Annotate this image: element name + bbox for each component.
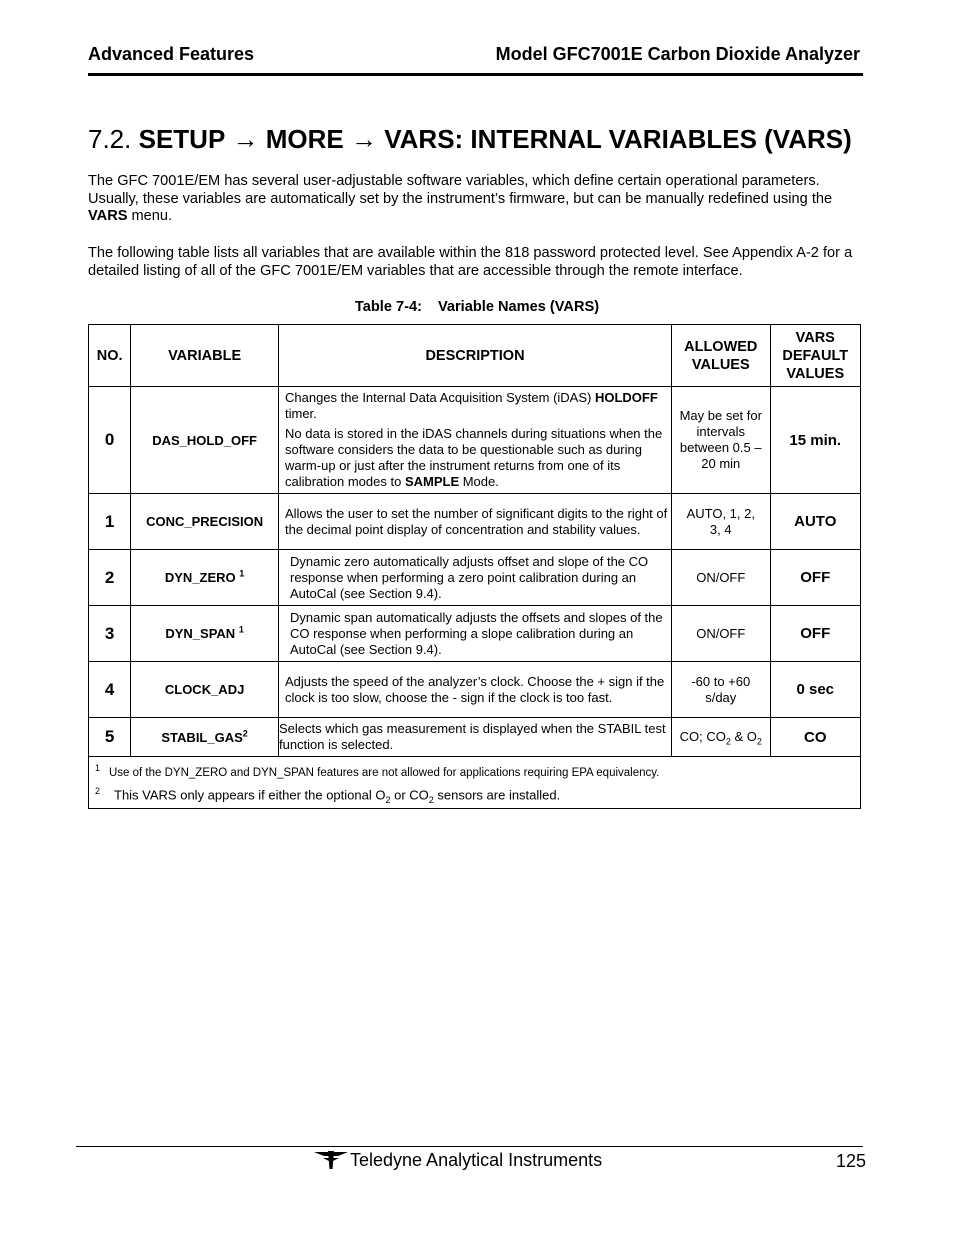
heading-more: MORE bbox=[265, 124, 344, 154]
variable-name: DYN_SPAN $^1$ bbox=[131, 606, 279, 662]
default-value: 15 min. bbox=[770, 387, 860, 494]
footnote-2: 2 This VARS only appears if either the optional $O_2$ or $CO_2$ sensors are installed. bbox=[95, 785, 561, 805]
allowed-values: -60 to +60 s/day bbox=[672, 662, 771, 718]
row-number: 4 bbox=[89, 662, 131, 718]
table-row bbox=[89, 387, 861, 494]
row-number: 1 bbox=[89, 494, 131, 550]
header-section-title: Advanced Features bbox=[88, 44, 255, 64]
default-value: CO bbox=[770, 718, 860, 757]
vars-menu-name: VARS bbox=[88, 208, 128, 224]
variable-description: Changes the Internal Data Acquisition System (iDAS) HOLDOFF timer. No data is stored in the iDAS channels during situations when the software considers the data to be questionable such as during warm-up or just after the instrument returns from one of its calibration modes to SAMPLE Mode. bbox=[278, 387, 671, 494]
header-variable: VARIABLE bbox=[131, 325, 279, 387]
header-rule bbox=[88, 73, 863, 76]
teledyne-logo-icon bbox=[314, 1150, 348, 1175]
intro-paragraph: The GFC 7001E/EM has several user-adjustable software variables, which define certain operational parameters. Usually, these variables are automatically set by the instrument’s firmware, but can be manually redefined using the VARS menu. bbox=[88, 173, 833, 224]
variable-name: DAS_HOLD_OFF bbox=[131, 387, 279, 494]
footer-rule bbox=[76, 1146, 863, 1147]
table-row bbox=[89, 550, 861, 606]
header-default-values: VARS DEFAULT VALUES bbox=[770, 325, 860, 387]
arrow-icon: → bbox=[232, 124, 259, 154]
variable-name: CONC_PRECISION bbox=[131, 494, 279, 550]
row-number: 0 bbox=[89, 387, 131, 494]
allowed-values: May be set for intervals between 0.5 – 20 min bbox=[672, 387, 771, 494]
section-heading bbox=[88, 124, 852, 155]
header-description: DESCRIPTION bbox=[278, 325, 671, 387]
table-row bbox=[89, 606, 861, 662]
variable-description: Dynamic zero automatically adjusts offset and slope of the CO response when performing a zero point calibration during an AutoCal (see Section 9.4). bbox=[278, 550, 671, 606]
variable-name: CLOCK_ADJ bbox=[131, 662, 279, 718]
table-row bbox=[89, 662, 861, 718]
row-number: 2 bbox=[89, 550, 131, 606]
variable-description: Allows the user to set the number of significant digits to the right of the decimal point display of concentration and stability values. bbox=[278, 494, 671, 550]
table-caption-text: Variable Names (VARS) bbox=[437, 299, 600, 315]
table-footnotes bbox=[89, 757, 861, 809]
header-allowed-values: ALLOWED VALUES bbox=[672, 325, 771, 387]
row-number: 5 bbox=[89, 718, 131, 757]
allowed-values: CO; $CO_2$ & $O_2$ bbox=[672, 718, 771, 757]
section-number: 7.2. bbox=[88, 124, 132, 154]
table-row bbox=[89, 718, 861, 757]
default-value: OFF bbox=[770, 606, 860, 662]
page-footer bbox=[314, 1150, 602, 1175]
footer-company: Teledyne Analytical Instruments bbox=[350, 1150, 603, 1170]
row-number: 3 bbox=[89, 606, 131, 662]
allowed-values: ON/OFF bbox=[672, 550, 771, 606]
table-header-row bbox=[89, 325, 861, 387]
allowed-values: ON/OFF bbox=[672, 606, 771, 662]
variable-description: Selects which gas measurement is displayed when the STABIL test function is selected. bbox=[278, 718, 671, 757]
table-intro-paragraph: The following table lists all variables that are available within the 818 password protected level. See Appendix A-2 for a detailed listing of all of the GFC 7001E/EM variables that are accessible through the remote interface. bbox=[88, 245, 853, 279]
default-value: 0 sec bbox=[770, 662, 860, 718]
variable-description: Adjusts the speed of the analyzer’s clock. Choose the + sign if the clock is too slow, choose the - sign if the clock is too fast. bbox=[278, 662, 671, 718]
table-caption-label: Table 7-4: bbox=[354, 299, 422, 315]
variables-table bbox=[88, 324, 861, 809]
allowed-values: AUTO, 1, 2, 3, 4 bbox=[672, 494, 771, 550]
heading-vars: VARS: INTERNAL VARIABLES (VARS) bbox=[384, 124, 852, 154]
heading-setup: SETUP bbox=[138, 124, 226, 154]
footnote-1: 1 Use of the DYN_ZERO and DYN_SPAN features are not allowed for applications requiring EPA equivalency. bbox=[95, 763, 660, 779]
variable-name: STABIL_GAS$^2$ bbox=[131, 718, 279, 757]
arrow-icon: → bbox=[351, 124, 377, 154]
variable-description: Dynamic span automatically adjusts the offsets and slopes of the CO response when performing a slope calibration during an AutoCal (see Section 9.4). bbox=[278, 606, 671, 662]
default-value: AUTO bbox=[770, 494, 860, 550]
header-no: NO. bbox=[89, 325, 131, 387]
footnote-row bbox=[89, 757, 861, 809]
page-number: 125 bbox=[836, 1151, 867, 1171]
default-value: OFF bbox=[770, 550, 860, 606]
page-header bbox=[88, 44, 860, 66]
table-row bbox=[89, 494, 861, 550]
table-caption bbox=[0, 299, 954, 315]
header-document-title: Model GFC7001E Carbon Dioxide Analyzer bbox=[495, 44, 860, 64]
variable-name: DYN_ZERO $^1$ bbox=[131, 550, 279, 606]
